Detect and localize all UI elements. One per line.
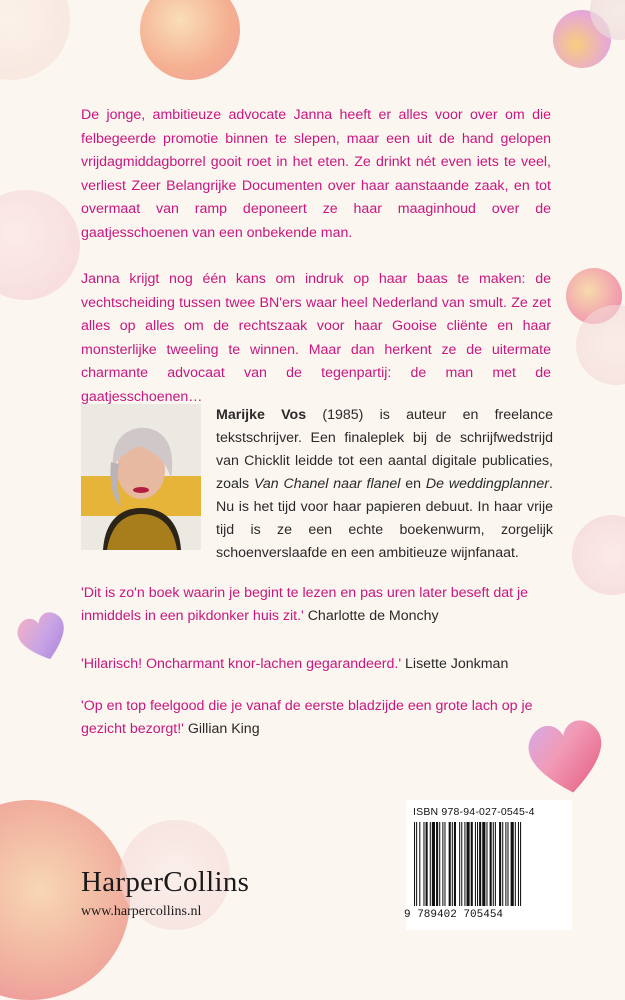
quote-text: 'Op en top feelgood die je vanaf de eerste bladzijde een grote lach op je gezicht bezorgt!' xyxy=(81,698,533,737)
barcode-number: 9 789402 705454 xyxy=(404,909,504,921)
watercolor-bubble xyxy=(0,190,80,300)
publisher-url: www.harpercollins.nl xyxy=(81,904,202,919)
author-photo xyxy=(81,404,201,550)
blurb-paragraph: Janna krijgt nog één kans om indruk op haar baas te maken: de vechtscheiding tussen twee BN'ers waar heel Nederland van smult. Ze zet alles op alles om de rechtszaak voor haar Gooise cliënte en haar monsterlijke tweeling te winnen. Maar dan herkent ze de uitermate charmante advocaat van de tegenpartij: de man met de gaatjesschoenen… xyxy=(81,271,551,405)
watercolor-bubble xyxy=(572,515,625,595)
author-name: Marijke Vos xyxy=(216,407,307,423)
watercolor-bubble xyxy=(0,0,70,80)
review-quote xyxy=(81,653,561,676)
review-quote xyxy=(81,695,561,741)
quote-text: 'Hilarisch! Oncharmant knor-lachen gegarandeerd.' xyxy=(81,656,402,672)
author-bio xyxy=(216,404,553,565)
author-bio-text: en xyxy=(400,476,426,492)
review-quote xyxy=(81,582,561,628)
blurb-paragraph: De jonge, ambitieuze advocate Janna heeft er alles voor over om die felbegeerde promotie binnen te slepen, maar een uit de hand gelopen vrijdagmiddagborrel gooit roet in het eten. Ze drinkt nét even iets te veel, verliest Zeer Belangrijke Documenten over haar aanstaande zaak, en tot overmaat van ramp deponeert ze haar maaginhoud over de gaatjesschoenen van een onbekende man. xyxy=(81,107,551,241)
author-bio-text: (1985) is auteur en freelance tekstschrijver. Een finaleplek bij de schrijfwedstrijd van Chicklit leidde tot een aantal digitale publicaties, zoals xyxy=(216,407,553,492)
publisher-logo: HarperCollins xyxy=(81,866,250,898)
isbn-label: ISBN 978-94-027-0545-4 xyxy=(413,806,535,818)
book-title: De weddingplanner xyxy=(425,476,550,492)
author-bio-text: . Nu is het tijd voor haar papieren debuut. In haar vrije tijd is ze een echte boekenwurm, zorgelijk schoenverslaafde en een ambitieuze wijnfanaat. xyxy=(216,476,553,561)
quote-source: Lisette Jonkman xyxy=(405,656,509,672)
barcode xyxy=(412,822,568,906)
watercolor-bubble xyxy=(140,0,240,80)
quote-source: Gillian King xyxy=(187,721,260,737)
watercolor-bubble xyxy=(0,800,130,1000)
book-title: Van Chanel naar flanel xyxy=(253,476,401,492)
quote-text: 'Dit is zo'n boek waarin je begint te lezen en pas uren later beseft dat je inmiddels in een pikdonker huis zit.' xyxy=(81,585,529,624)
quote-source: Charlotte de Monchy xyxy=(307,608,439,624)
heart-icon xyxy=(14,608,72,666)
